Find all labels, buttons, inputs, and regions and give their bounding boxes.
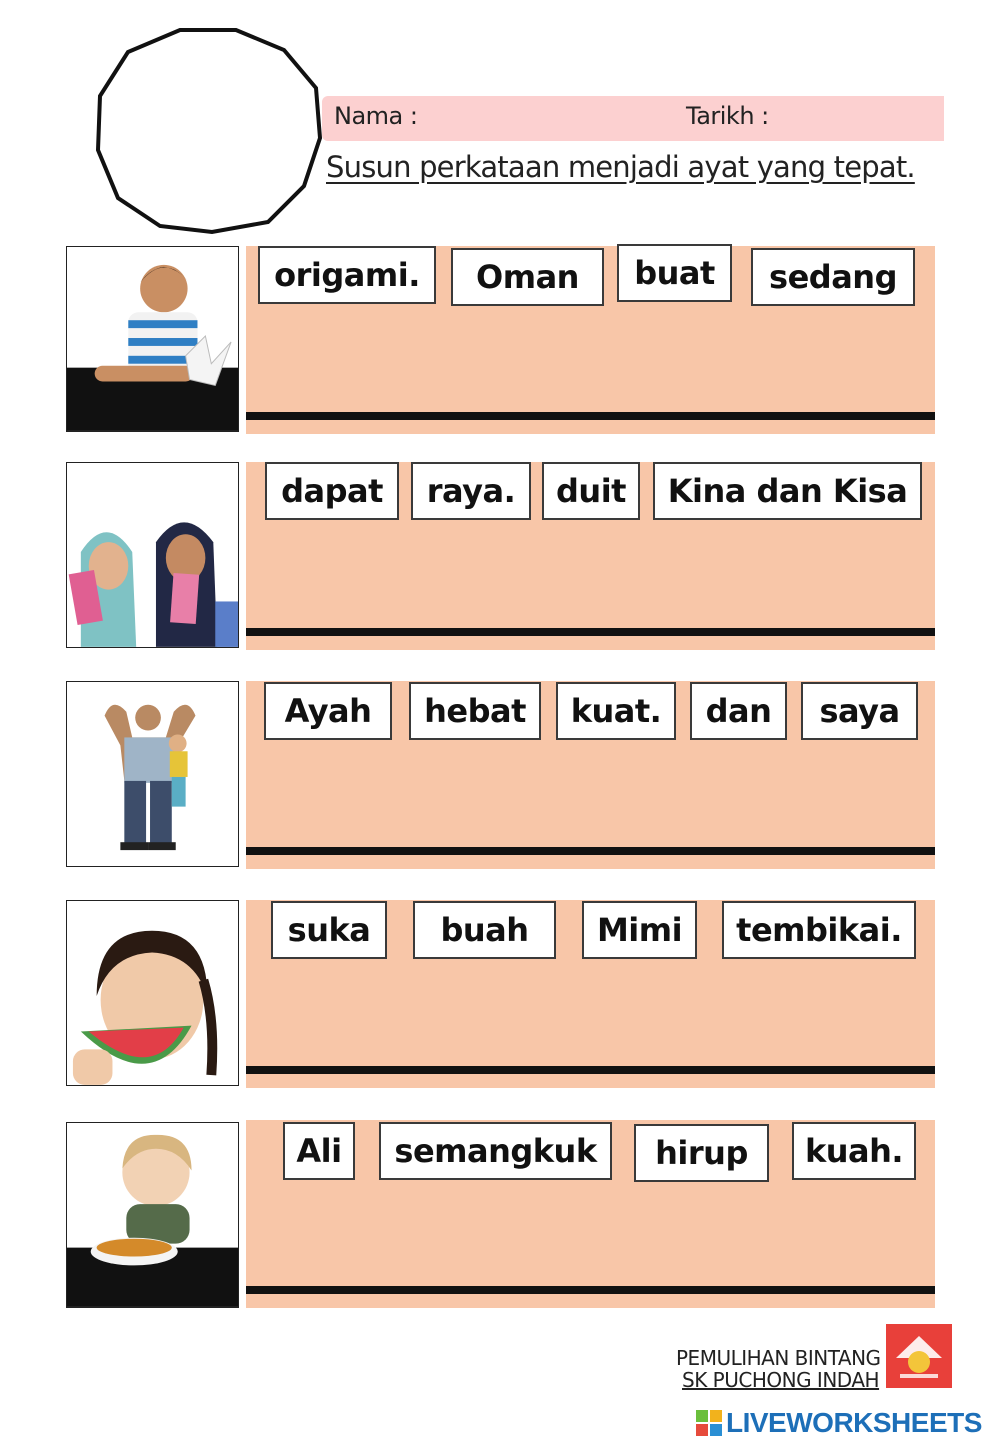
word-tile[interactable]: origami. bbox=[258, 246, 436, 304]
credit-line-1: PEMULIHAN BINTANG bbox=[676, 1346, 881, 1370]
word-tile[interactable]: dapat bbox=[265, 462, 399, 520]
word-tile[interactable]: Mimi bbox=[582, 901, 697, 959]
word-tile[interactable]: kuat. bbox=[556, 682, 676, 740]
answer-line bbox=[246, 412, 935, 420]
word-tile[interactable]: hebat bbox=[409, 682, 541, 740]
word-tile[interactable]: Kina dan Kisa bbox=[653, 462, 922, 520]
word-tile[interactable]: hirup bbox=[634, 1124, 769, 1182]
word-tile[interactable]: suka bbox=[271, 901, 387, 959]
two-girls-holding-envelopes-photo bbox=[66, 462, 239, 648]
credit-line-2: SK PUCHONG INDAH bbox=[682, 1368, 880, 1392]
word-tile[interactable]: buat bbox=[617, 244, 732, 302]
word-tile[interactable]: Ali bbox=[283, 1122, 355, 1180]
word-tile[interactable]: raya. bbox=[411, 462, 531, 520]
word-tile[interactable]: Oman bbox=[451, 248, 604, 306]
answer-line bbox=[246, 628, 935, 636]
word-tile[interactable]: buah bbox=[413, 901, 556, 959]
girl-eating-watermelon-photo bbox=[66, 900, 239, 1086]
liveworksheets-logo bbox=[696, 1406, 996, 1440]
word-tile[interactable]: sedang bbox=[751, 248, 915, 306]
instruction-text: Susun perkataan menjadi ayat yang tepat. bbox=[326, 150, 915, 184]
word-tile[interactable]: saya bbox=[801, 682, 918, 740]
date-label: Tarikh : bbox=[686, 102, 769, 130]
liveworksheets-logo-icon bbox=[696, 1410, 722, 1436]
brand-text: LIVEWORKSHEETS bbox=[726, 1407, 982, 1438]
answer-line bbox=[246, 847, 935, 855]
answer-line bbox=[246, 1286, 935, 1294]
word-tile[interactable]: kuah. bbox=[792, 1122, 916, 1180]
name-label: Nama : bbox=[334, 102, 418, 130]
word-tile[interactable]: Ayah bbox=[264, 682, 392, 740]
answer-line bbox=[246, 1066, 935, 1074]
word-tile[interactable]: semangkuk bbox=[379, 1122, 612, 1180]
word-tile[interactable]: tembikai. bbox=[722, 901, 916, 959]
profile-photo-frame bbox=[92, 26, 324, 236]
strong-father-carrying-child-photo bbox=[66, 681, 239, 867]
boy-folding-origami-photo bbox=[66, 246, 239, 432]
school-logo-icon bbox=[886, 1324, 952, 1388]
child-eating-soup-photo bbox=[66, 1122, 239, 1308]
word-tile[interactable]: dan bbox=[690, 682, 787, 740]
word-tile[interactable]: duit bbox=[542, 462, 640, 520]
